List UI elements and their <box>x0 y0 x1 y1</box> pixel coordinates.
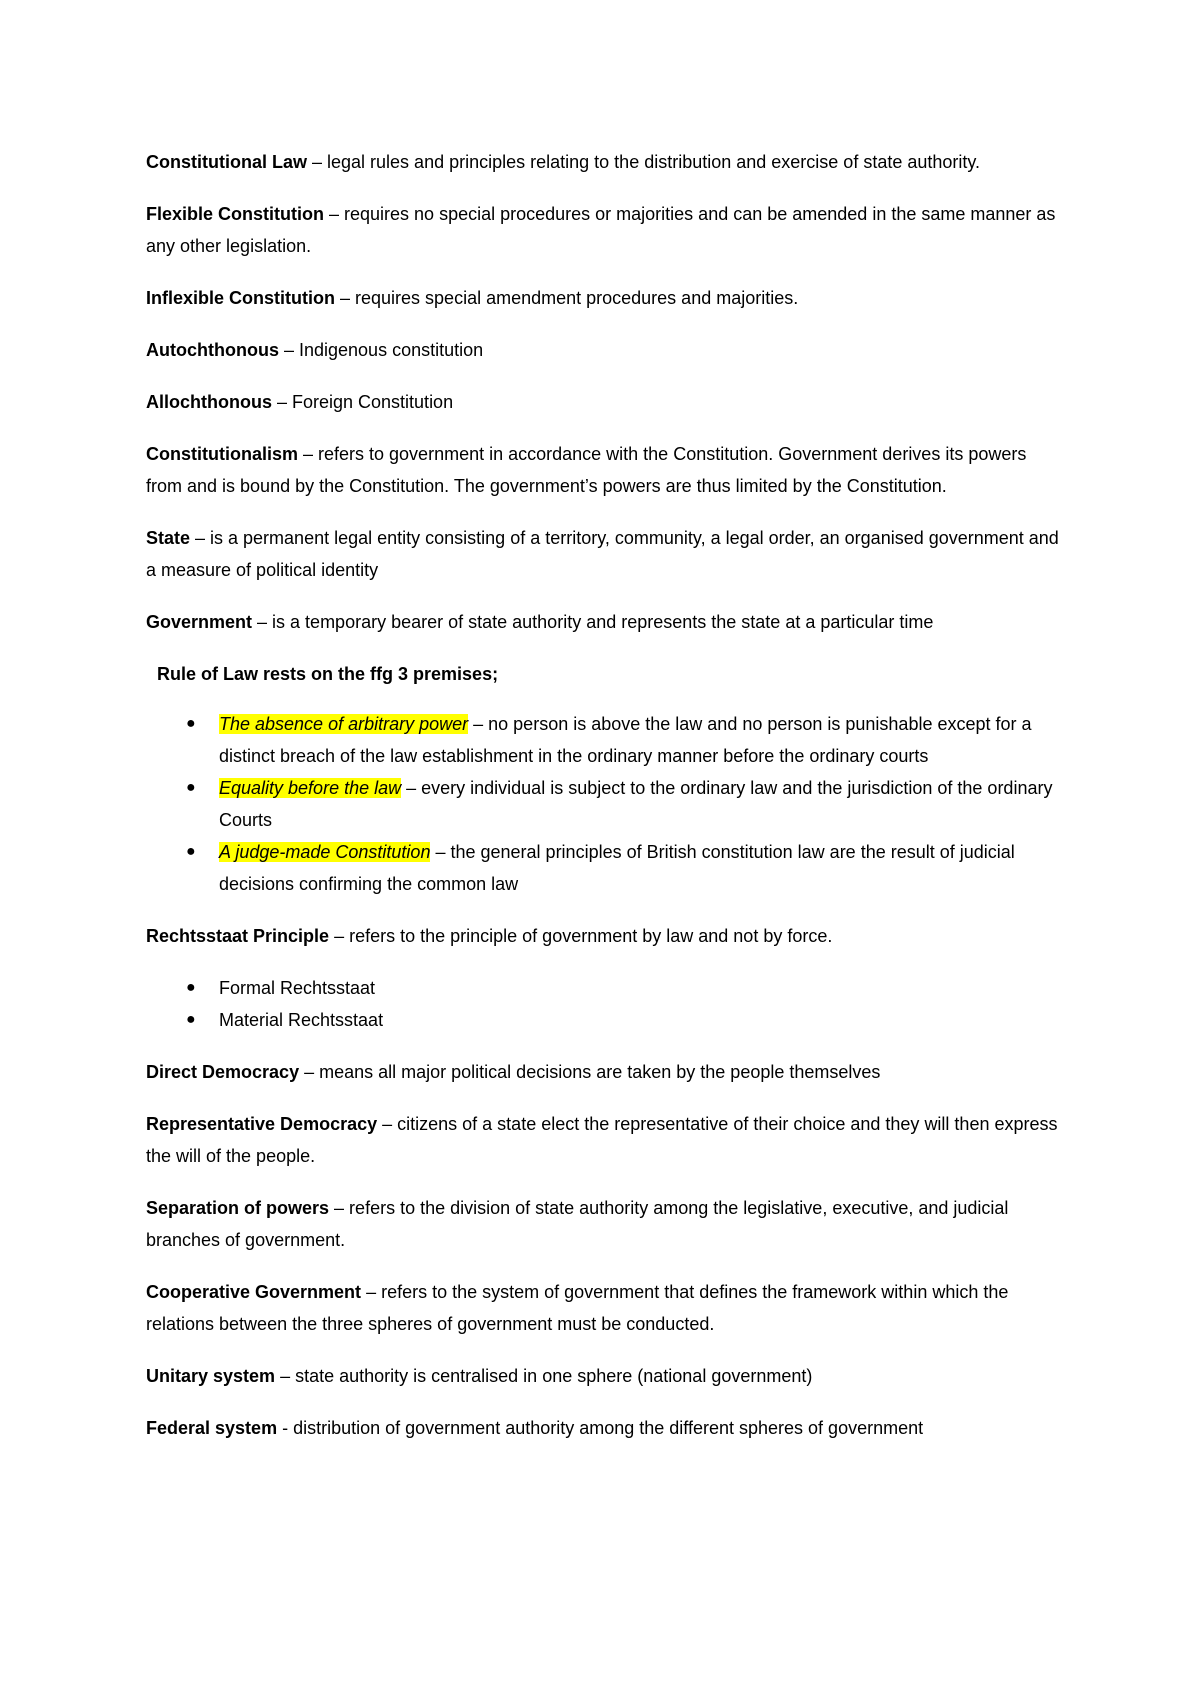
definition-text: – requires special amendment procedures and majorities. <box>335 288 799 308</box>
definition-text: – refers to government in accordance with the Constitution. Government derives its powers from and is bound by the Constitution. The government’s powers are thus limited by the Constitution. <box>146 444 1027 496</box>
list-item-text: – no person is above the law and no person is punishable except for a distinct breach of the law establishment in the ordinary manner before the ordinary courts <box>219 714 1032 766</box>
definition-text: – legal rules and principles relating to the distribution and exercise of state authority. <box>307 152 981 172</box>
definition-term: Rechtsstaat Principle <box>146 926 330 946</box>
definition-term: Autochthonous <box>146 340 279 360</box>
definition-inflexible-constitution <box>146 282 1066 314</box>
definition-text: – refers to the principle of government by law and not by force. <box>329 926 833 946</box>
highlighted-term: The absence of arbitrary power <box>219 714 469 734</box>
definition-constitutional-law <box>146 146 1066 178</box>
definition-text: - distribution of government authority among the different spheres of government <box>277 1418 924 1438</box>
bullet-icon: ● <box>186 779 196 796</box>
list-item <box>146 708 1066 772</box>
rule-of-law-heading: Rule of Law rests on the ffg 3 premises; <box>157 664 499 684</box>
rechtsstaat-list <box>146 972 1066 1036</box>
definition-term: Government <box>146 612 253 632</box>
list-item-text: Formal Rechtsstaat <box>219 978 376 998</box>
list-item <box>146 972 1066 1004</box>
definition-separation-of-powers <box>146 1192 1066 1256</box>
definition-text: – is a permanent legal entity consisting of a territory, community, a legal order, an organised government and a measure of political identity <box>146 528 1059 580</box>
definition-federal-system <box>146 1412 1066 1444</box>
definition-text: – citizens of a state elect the representative of their choice and they will then express the will of the people. <box>146 1114 1058 1166</box>
highlighted-term: A judge-made Constitution <box>219 842 431 862</box>
definition-text: – refers to the system of government that defines the framework within which the relations between the three spheres of government must be conducted. <box>146 1282 1009 1334</box>
definition-text: – requires no special procedures or majorities and can be amended in the same manner as any other legislation. <box>146 204 1056 256</box>
definition-term: Allochthonous <box>146 392 272 412</box>
bullet-icon: ● <box>186 1011 196 1028</box>
definition-text: – state authority is centralised in one sphere (national government) <box>275 1366 813 1386</box>
list-item <box>146 836 1066 900</box>
definition-term: Federal system <box>146 1418 278 1438</box>
definition-term: Separation of powers <box>146 1198 330 1218</box>
bullet-icon: ● <box>186 843 196 860</box>
definition-flexible-constitution <box>146 198 1066 262</box>
definition-cooperative-government <box>146 1276 1066 1340</box>
bullet-icon: ● <box>186 979 196 996</box>
definition-term: Constitutionalism <box>146 444 298 464</box>
definition-text: – refers to the division of state authority among the legislative, executive, and judicial branches of government. <box>146 1198 1009 1250</box>
definition-state <box>146 522 1066 586</box>
definition-unitary-system <box>146 1360 1066 1392</box>
list-item-text: Material Rechtsstaat <box>219 1010 384 1030</box>
definition-term: State <box>146 528 191 548</box>
rule-of-law-list <box>146 708 1066 900</box>
list-item-text: – every individual is subject to the ordinary law and the jurisdiction of the ordinary Courts <box>219 778 1053 830</box>
definition-text: – Foreign Constitution <box>271 392 454 412</box>
definition-constitutionalism <box>146 438 1066 502</box>
definition-term: Direct Democracy <box>146 1062 300 1082</box>
definition-term: Unitary system <box>146 1366 276 1386</box>
definition-term: Flexible Constitution <box>146 204 324 224</box>
bullet-icon: ● <box>186 715 196 732</box>
list-item <box>146 1004 1066 1036</box>
list-item <box>146 772 1066 836</box>
definition-rechtsstaat <box>146 920 1066 952</box>
definition-allochthonous <box>146 386 1066 418</box>
definition-term: Inflexible Constitution <box>146 288 335 308</box>
definition-government <box>146 606 1066 638</box>
definition-term: Constitutional Law <box>146 152 307 172</box>
definition-text: – is a temporary bearer of state authority and represents the state at a particular time <box>252 612 934 632</box>
list-item-text: – the general principles of British constitution law are the result of judicial decisions confirming the common law <box>219 842 1015 894</box>
definition-autochthonous <box>146 334 1066 366</box>
definition-text: – Indigenous constitution <box>278 340 484 360</box>
definition-representative-democracy <box>146 1108 1066 1172</box>
highlighted-term: Equality before the law <box>219 778 402 798</box>
definition-term: Representative Democracy <box>146 1114 378 1134</box>
document-body <box>146 146 1066 1464</box>
definition-text: – means all major political decisions are taken by the people themselves <box>299 1062 881 1082</box>
definition-term: Cooperative Government <box>146 1282 362 1302</box>
definition-direct-democracy <box>146 1056 1066 1088</box>
